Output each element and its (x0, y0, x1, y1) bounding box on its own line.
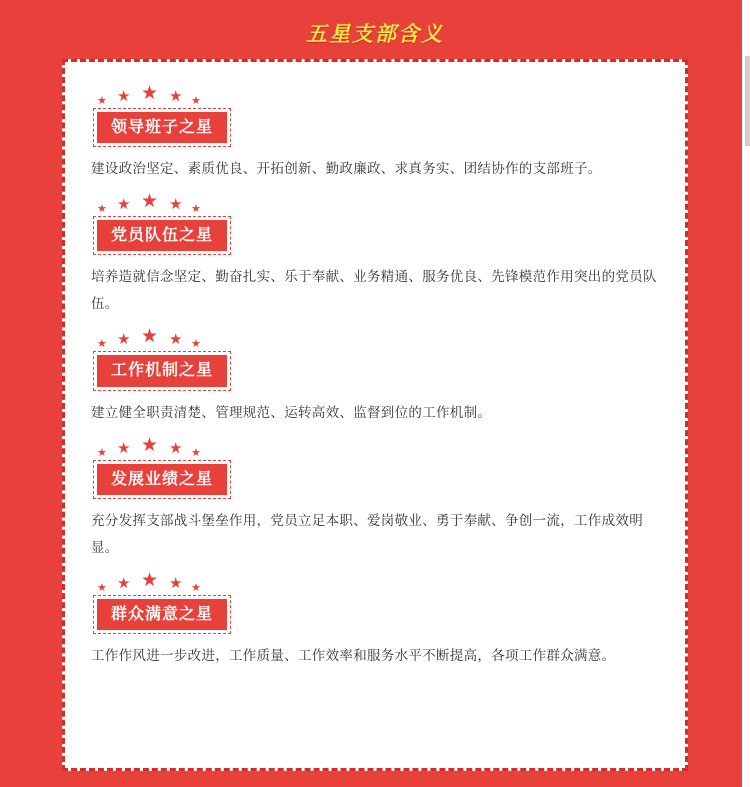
star-label-wrap (97, 355, 227, 386)
page-title: 五星支部含义 (306, 23, 444, 46)
star-icon: ★ (191, 95, 201, 107)
star-label: 党员队伍之星 (97, 220, 227, 251)
star-label-wrap (97, 599, 227, 630)
scrollbar-thumb[interactable] (745, 56, 750, 146)
star-icon: ★ (97, 203, 107, 216)
star-icon: ★ (141, 83, 159, 104)
star-icon: ★ (191, 581, 201, 594)
star-icon: ★ (169, 88, 183, 105)
star-icon: ★ (97, 446, 107, 459)
star-row (97, 327, 659, 353)
star-row (97, 84, 659, 110)
star-row (97, 436, 659, 462)
star-icon: ★ (117, 331, 131, 349)
page-edge-strip (742, 0, 750, 787)
star-icon: ★ (169, 196, 183, 214)
star-row (97, 192, 659, 218)
star-description: 培养造就信念坚定、勤奋扎实、乐于奉献、业务精通、服务优良、先锋模范作用突出的党员队伍。 (91, 269, 657, 312)
star-icon: ★ (97, 338, 107, 351)
star-icon: ★ (141, 326, 159, 348)
star-icon: ★ (191, 338, 201, 351)
star-icon: ★ (169, 574, 183, 592)
star-icon: ★ (97, 581, 107, 594)
star-label: 工作机制之星 (97, 355, 227, 386)
star-icon: ★ (169, 439, 183, 457)
star-icon: ★ (117, 439, 131, 457)
star-label: 群众满意之星 (97, 599, 227, 630)
star-description: 建立健全职责清楚、管理规范、运转高效、监督到位的工作机制。 (91, 404, 492, 420)
star-label-wrap (97, 464, 227, 495)
star-icon: ★ (141, 569, 159, 591)
star-description: 充分发挥支部战斗堡垒作用，党员立足本职、爱岗敬业、勇于奉献、争创一流，工作成效明显。 (91, 512, 643, 555)
star-label: 发展业绩之星 (97, 464, 227, 495)
star-block (91, 84, 659, 182)
star-icon: ★ (117, 88, 131, 105)
star-icon: ★ (169, 331, 183, 349)
star-icon: ★ (141, 434, 159, 456)
star-icon: ★ (191, 203, 201, 216)
star-icon: ★ (97, 95, 107, 107)
star-icon: ★ (117, 574, 131, 592)
star-block (91, 571, 659, 669)
star-label: 领导班子之星 (97, 112, 227, 143)
star-icon: ★ (117, 196, 131, 214)
star-icon: ★ (141, 191, 159, 213)
star-label-wrap (97, 220, 227, 251)
star-label-wrap (97, 112, 227, 143)
star-block (91, 436, 659, 561)
star-row (97, 571, 659, 597)
star-description: 建设政治坚定、素质优良、开拓创新、勤政廉政、求真务实、团结协作的支部班子。 (91, 161, 602, 177)
star-description: 工作作风进一步改进，工作质量、工作效率和服务水平不断提高，各项工作群众满意。 (91, 647, 616, 663)
star-block (91, 192, 659, 317)
star-icon: ★ (191, 446, 201, 459)
star-block (91, 327, 659, 425)
content-card (62, 59, 688, 771)
